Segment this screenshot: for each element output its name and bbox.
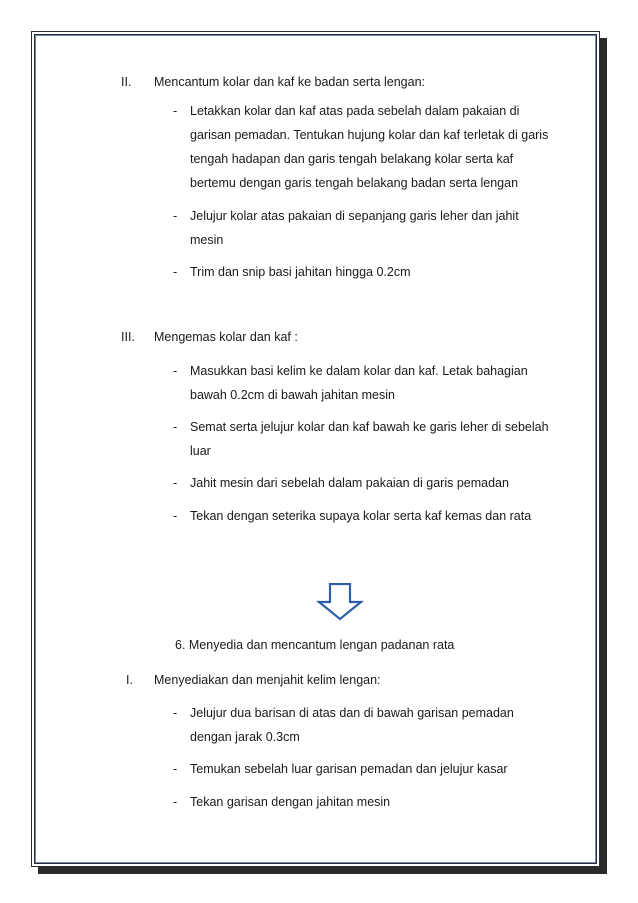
bullet-line: Temukan sebelah luar garisan pemadan dan jelujur kasar [190,762,508,776]
bullet-dash: - [173,762,178,776]
section-heading: Mengemas kolar dan kaf : [154,330,298,344]
section-heading: Menyediakan dan menjahit kelim lengan: [154,673,381,687]
subsection-title: 6. Menyedia dan mencantum lengan padanan rata [175,638,455,652]
bullet-line: dengan jarak 0.3cm [190,730,300,744]
bullet-dash: - [173,209,178,223]
bullet-line: Semat serta jelujur kolar dan kaf bawah ke garis leher di sebelah [190,420,549,434]
bullet-line: Jahit mesin dari sebelah dalam pakaian di garis pemadan [190,476,509,490]
bullet-dash: - [173,476,178,490]
bullet-line: Masukkan basi kelim ke dalam kolar dan kaf. Letak bahagian [190,364,528,378]
bullet-line: Letakkan kolar dan kaf atas pada sebelah dalam pakaian di [190,104,520,118]
down-arrow-icon [316,583,364,621]
section-heading: Mencantum kolar dan kaf ke badan serta lengan: [154,75,426,89]
bullet-line: bertemu dengan garis tengah belakang badan serta lengan [190,176,519,190]
bullet-line: mesin [190,233,224,247]
bullet-dash: - [173,420,178,434]
bullet-line: Tekan garisan dengan jahitan mesin [190,795,391,809]
section-numeral: I. [126,673,133,687]
bullet-dash: - [173,265,178,279]
bullet-dash: - [173,104,178,118]
bullet-line: bawah 0.2cm di bawah jahitan mesin [190,388,395,402]
section-numeral: III. [121,330,135,344]
bullet-line: Tekan dengan seterika supaya kolar serta kaf kemas dan rata [190,509,532,523]
bullet-line: Trim dan snip basi jahitan hingga 0.2cm [190,265,411,279]
bullet-line: garisan pemadan. Tentukan hujung kolar dan kaf terletak di garis [190,128,549,142]
bullet-dash: - [173,364,178,378]
bullet-dash: - [173,706,178,720]
bullet-line: Jelujur kolar atas pakaian di sepanjang garis leher dan jahit [190,209,519,223]
section-numeral: II. [121,75,132,89]
bullet-dash: - [173,795,178,809]
bullet-line: Jelujur dua barisan di atas dan di bawah garisan pemadan [190,706,514,720]
bullet-line: tengah hadapan dan garis tengah belakang kolar serta kaf [190,152,514,166]
bullet-line: luar [190,444,211,458]
bullet-dash: - [173,509,178,523]
